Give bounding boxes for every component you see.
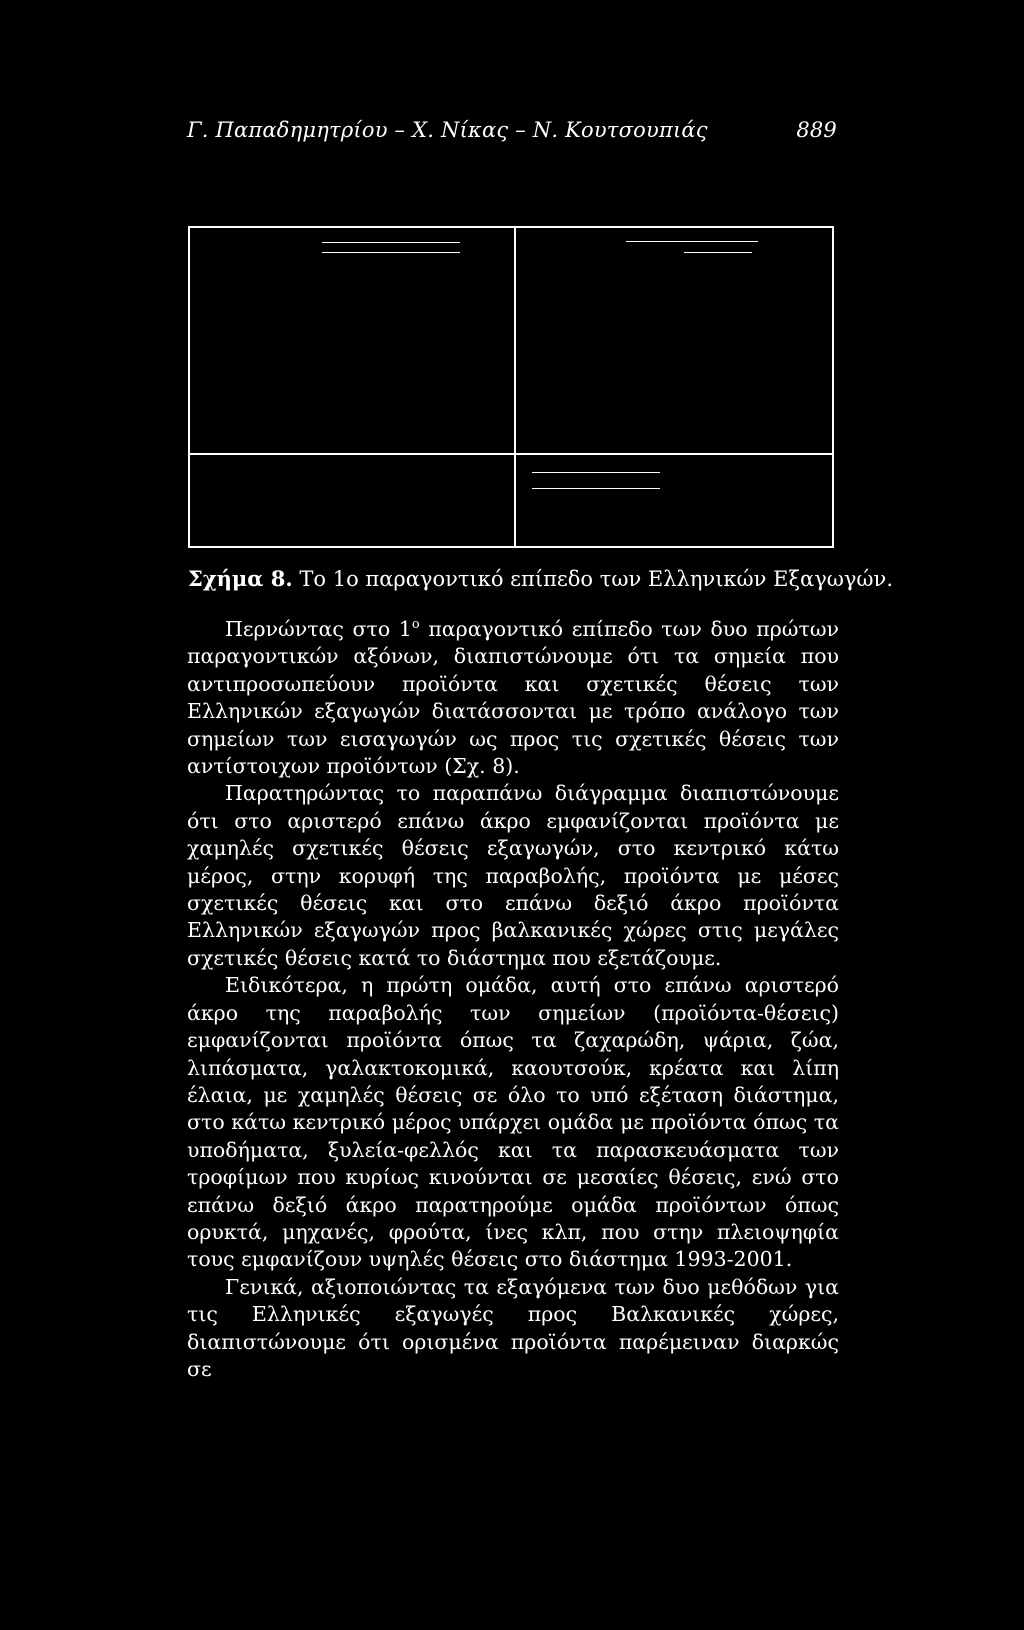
caption-text: Το 1ο παραγοντικό επίπεδο των Ελληνικών Εξαγωγών. bbox=[299, 567, 893, 591]
figure-dash bbox=[626, 241, 758, 242]
paragraph-4: Γενικά, αξιοποιώντας τα εξαγόμενα των δυο μεθόδων για τις Ελληνικές εξαγωγές προς Βαλκανικές χώρες, διαπιστώνουμε ότι ορισμένα προϊόντα παρέμειναν διαρκώς σε bbox=[187, 1274, 839, 1381]
paragraph-1-rest: παραγοντικό επίπεδο των δυο πρώτων παραγοντικών αξόνων, διαπιστώνουμε ότι τα σημεία που αντιπροσωπεύουν προϊόντα και σχετικές θέσεις των Ελληνικών εξαγωγών διατάσσονται με τρόπο ανάλογο των σημείων των εισαγωγών ως προς τις σχετικές θέσεις των αντίστοιχων προϊόντων (Σχ. 8). bbox=[187, 617, 840, 779]
figure-caption bbox=[188, 566, 893, 591]
figure-dash bbox=[322, 252, 460, 253]
caption-label: Σχήμα 8. bbox=[188, 566, 293, 591]
figure-8 bbox=[188, 226, 834, 548]
figure-frame-left bbox=[188, 226, 190, 548]
figure-dash bbox=[532, 472, 660, 473]
paragraph-3: Ειδικότερα, η πρώτη ομάδα, αυτή στο επάνω αριστερό άκρο της παραβολής των σημείων (προϊόντα-θέσεις) εμφανίζονται προϊόντα όπως τα ζαχαρώδη, ψάρια, ζώα, λιπάσματα, γαλακτοκομικά, καουτσούκ, κρέατα και λίπη έλαια, με χαμηλές θέσεις σε όλο το υπό εξέταση διάστημα, στο κάτω κεντρικό μέρος υπάρχει ομάδα με προϊόντα όπως τα υποδήματα, ξυλεία-φελλός και τα παρασκευάσματα των τροφίμων που κυρίως κινούνται σε μεσαίες θέσεις, ενώ στο επάνω δεξιό άκρο παρατηρούμε ομάδα προϊόντων όπως ορυκτά, μηχανές, φρούτα, ίνες κλπ, που στην πλειοψηφία τους εμφανίζουν υψηλές θέσεις στο διάστημα 1993-2001. bbox=[187, 973, 839, 1272]
page-number: 889 bbox=[796, 118, 837, 142]
paragraph-1 bbox=[187, 616, 839, 780]
body-text bbox=[187, 616, 839, 1383]
running-header bbox=[187, 118, 837, 150]
header-authors: Γ. Παπαδημητρίου – Χ. Νίκας – Ν. Κουτσουπιάς bbox=[187, 118, 708, 142]
figure-frame-right bbox=[832, 226, 834, 548]
paragraph-1-start: Περνώντας στο 1 bbox=[225, 617, 412, 641]
paragraph-2: Παρατηρώντας το παραπάνω διάγραμμα διαπιστώνουμε ότι στο αριστερό επάνω άκρο εμφανίζονται προϊόντα με χαμηλές σχετικές θέσεις εξαγωγών, στο κεντρικό κάτω μέρος, στην κορυφή της παραβολής, προϊόντα με μέσες σχετικές θέσεις και στο επάνω δεξιό άκρο προϊόντα Ελληνικών εξαγωγών προς βαλκανικές χώρες στις μεγάλες σχετικές θέσεις κατά το διάστημα που εξετάζουμε. bbox=[187, 781, 839, 970]
figure-dash bbox=[532, 488, 660, 489]
figure-horizontal-axis bbox=[188, 453, 834, 455]
superscript-ordinal: ο bbox=[411, 617, 420, 633]
figure-dash bbox=[684, 252, 752, 253]
figure-vertical-axis bbox=[514, 226, 516, 548]
figure-dash bbox=[322, 242, 460, 243]
figure-frame-bottom bbox=[188, 546, 834, 548]
figure-frame-top bbox=[188, 226, 834, 228]
